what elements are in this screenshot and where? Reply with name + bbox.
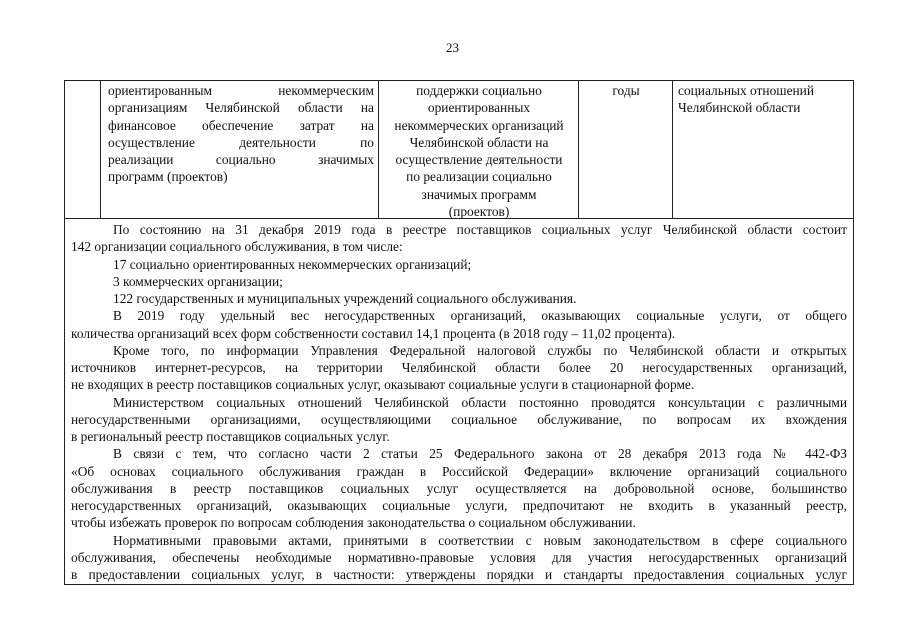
table-body-text: [71, 221, 847, 583]
cell-line: осуществление деятельности: [395, 152, 563, 168]
column-divider: [672, 80, 673, 218]
cell-line: осуществление деятельности по: [108, 134, 374, 150]
cell-line: социальных отношений: [678, 83, 815, 98]
paragraph-line: По состоянию на 31 декабря 2019 года в реестре поставщиков социальных услуг Челябинской области состоит: [113, 222, 847, 237]
paragraph-line: 17 социально ориентированных некоммерческих организаций;: [113, 256, 472, 272]
paragraph-line: обслуживания, обеспечены необходимые нормативно-правовые условия для участия негосударственных организаций: [71, 549, 847, 565]
table-left-border: [64, 80, 65, 585]
paragraph-line: «Об основах социального обслуживания граждан в Российской Федерации» включение организаций социального: [71, 463, 847, 479]
paragraph-line: количества организаций всех форм собственности составил 14,1 процента (в 2018 году – 11,02 процента).: [71, 325, 676, 341]
paragraph-line: 122 государственных и муниципальных учреждений социального обслуживания.: [113, 291, 577, 306]
cell-line: значимых программ: [421, 186, 537, 202]
table-cell-description: [108, 82, 374, 186]
cell-line: ориентированных: [427, 100, 531, 116]
paragraph-line: чтобы избежать проверок по вопросам соблюдения законодательства о социальном обслуживании.: [71, 515, 636, 531]
table-cell-program: [380, 82, 578, 220]
paragraph-line: Кроме того, по информации Управления Федеральной налоговой службы по Челябинской области и открытых: [113, 342, 847, 358]
cell-line: годы: [612, 83, 640, 98]
paragraph-line: негосударственными организациями, осуществляющими социальное обслуживание, по вопросам их вхождения: [71, 411, 847, 427]
cell-line: (проектов): [448, 204, 510, 220]
table-top-border: [64, 80, 854, 81]
page-number: 23: [446, 40, 459, 55]
cell-line: Челябинской области: [678, 100, 801, 116]
cell-line: финансовое обеспечение затрат на: [108, 117, 374, 133]
paragraph-line: В связи с тем, что согласно части 2 статьи 25 Федерального закона от 28 декабря 2013 года № 442-ФЗ: [113, 446, 847, 462]
paragraph-line: негосударственных организаций, оказывающих социальные услуги, предпочитают не входить в указанный реестр,: [71, 498, 847, 513]
cell-line: ориентированным некоммерческим: [108, 83, 374, 98]
table: [64, 80, 854, 585]
cell-line: Челябинской области на: [409, 134, 549, 150]
paragraph-line: 3 коммерческих организации;: [113, 273, 283, 289]
cell-line: организациям Челябинской области на: [108, 100, 374, 116]
table-bottom-border: [64, 584, 854, 585]
column-divider: [578, 80, 579, 218]
paragraph-line: в предоставлении социальных услуг, в частности: утверждены порядки и стандарты предоставления социальных услуг: [71, 567, 847, 582]
paragraph-line: в региональный реестр поставщиков социальных услуг.: [71, 429, 390, 444]
paragraph-line: Нормативными правовыми актами, принятыми в соответствии с новым законодательством в сфере социального: [113, 532, 847, 548]
cell-line: по реализации социально: [406, 169, 552, 185]
cell-line: поддержки социально: [416, 83, 542, 98]
cell-line: программ (проектов): [108, 169, 228, 185]
table-right-border: [853, 80, 854, 585]
cell-line: некоммерческих организаций: [394, 117, 564, 133]
column-divider: [378, 80, 379, 218]
paragraph-line: не входящих в реестр поставщиков социальных услуг, оказывают социальные услуги в стационарной форме.: [71, 377, 695, 393]
table-cell-executor: [678, 82, 850, 117]
table-cell-period: [580, 82, 672, 99]
paragraph-line: обслуживания в реестр поставщиков социальных услуг осуществляется на добровольной основе, большинство: [71, 480, 847, 496]
column-divider: [100, 80, 101, 218]
cell-line: реализации социально значимых: [108, 152, 374, 168]
paragraph-line: 142 организации социального обслуживания, в том числе:: [71, 239, 403, 255]
paragraph-line: Министерством социальных отношений Челябинской области постоянно проводятся консультации с различными: [113, 394, 847, 410]
paragraph-line: В 2019 году удельный вес негосударственных организаций, оказывающих социальные услуги, от общего: [113, 308, 847, 324]
paragraph-line: источников интернет-ресурсов, на территории Челябинской области более 20 негосударственных организаций,: [71, 360, 847, 375]
